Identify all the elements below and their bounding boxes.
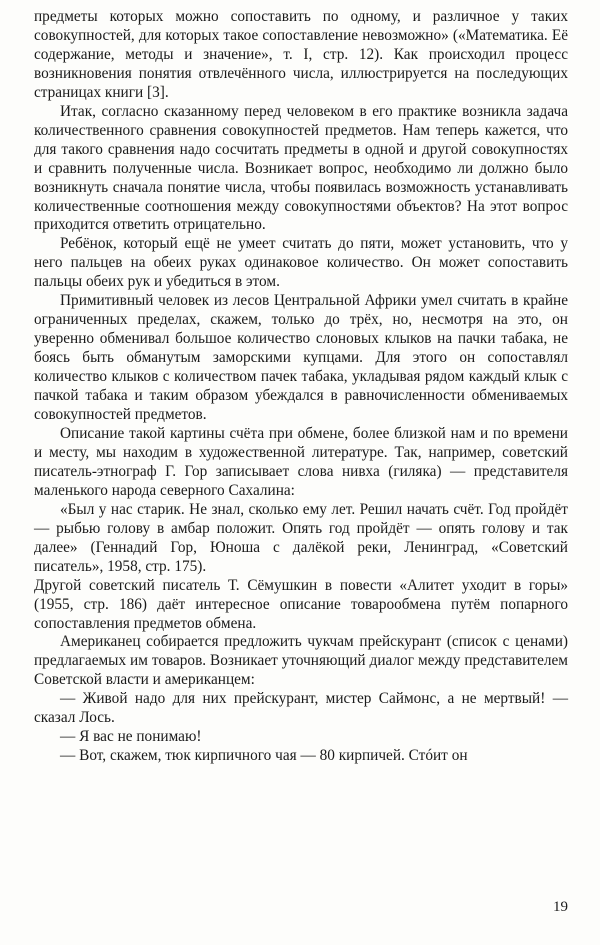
paragraph-comparison-task: Итак, согласно сказанному перед человеком в его практике возникла задача количественного сравнения совокупностей предметов. Нам теперь кажется, что для такого сравнения надо сосчитать предметы в одной и другой совокупностях и сравнить полученные числа. Возникает вопрос, необходимо ли должно было возникнуть сначала понятие числа, чтобы появилась возможность устанавливать количественные соотношения между совокупностями объектов? На этот вопрос приходится ответить отрицательно. [34, 102, 568, 234]
dialogue-line-1: — Живой надо для них прейскурант, мистер Саймонс, а не мертвый! — сказал Лось. [34, 690, 568, 727]
paragraph-continued: предметы которых можно сопоставить по одному, и различное у таких совокупностей, для которых такое сопоставление невозможно» («Математика. Её содержание, методы и значение», т. I, стр. 12). Как происходил процесс возникновения понятия отвлечённого числа, иллюстрируется на последующих страницах книги [3]. [34, 8, 568, 101]
paragraph-primitive-man: Примитивный человек из лесов Центральной Африки умел считать в крайне ограниченных пределах, скажем, только до трёх, но, несмотря на это, он уверенно обменивал большое количество слоновых клыков на пачки табака, не боясь быть обманутым заморскими купцами. Для этого он сопоставлял количество клыков с количеством пачек табака, укладывая рядом каждый клык с пачкой табака и таким образом убеждался в равночисленности обмениваемых совокупностей предметов. [34, 292, 568, 424]
dialogue-line-3: — Вот, скажем, тюк кирпичного чая — 80 кирпичей. Стóит он [60, 747, 468, 765]
paragraph-child-fingers: Ребёнок, который ещё не умеет считать до пяти, может установить, что у него пальцев на обеих руках одинаковое количество. Он может сопоставить пальцы обеих рук и убедиться в этом. [34, 235, 568, 291]
paragraph-literature-example: Описание такой картины счёта при обмене, более близкой нам и по времени и месту, мы находим в художественной литературе. Так, например, советский писатель-этнограф Г. Гор записывает слова нивха (гиляка) — представителя маленького народа северного Сахалина: [34, 424, 568, 499]
page-number: 19 [553, 899, 568, 915]
dialogue-line-2: — Я вас не понимаю! [60, 728, 202, 746]
paragraph-american: Американец собирается предложить чукчам прейскурант (список с ценами) предлагаемых им товаров. Возникает уточняющий диалог между представителем Советской власти и американцем: [34, 633, 568, 689]
page-body-text [34, 8, 568, 766]
paragraph-quote-gor: «Был у нас старик. Не знал, сколько ему лет. Решил начать счёт. Год пройдёт — рыбью голову в амбар положит. Опять год пройдёт — опять голову и так далее» (Геннадий Гор, Юноша с далёкой реки, Ленинград, «Советский писатель», 1958, стр. 175). [34, 500, 568, 575]
paragraph-semushkin: Другой советский писатель Т. Сёмушкин в повести «Алитет уходит в горы» (1955, стр. 186) даёт интересное описание товарообмена путём попарного сопоставления предметов обмена. [34, 576, 568, 632]
